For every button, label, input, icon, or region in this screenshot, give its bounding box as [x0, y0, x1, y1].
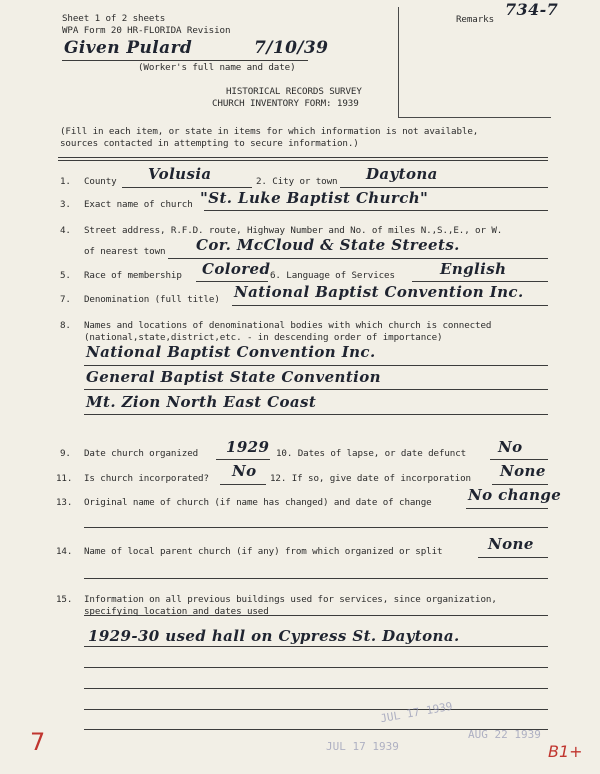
instructions-line1: (Fill in each item, or state in items for which information is not available,: [60, 126, 479, 137]
sheet-count: Sheet 1 of 2 sheets: [62, 13, 166, 24]
race-label: Race of membership: [84, 270, 182, 281]
church-name-label: Exact name of church: [84, 199, 193, 210]
race-line: [196, 281, 268, 282]
incorporation-date-value: None: [500, 462, 546, 480]
parent-church-value: None: [488, 535, 534, 553]
parent-church-line-1: [478, 557, 548, 558]
organized-line: [216, 459, 270, 460]
survey-title: HISTORICAL RECORDS SURVEY: [226, 86, 362, 97]
city-value: Daytona: [366, 165, 438, 183]
f8-num: 8.: [60, 320, 71, 331]
original-name-line-1: [466, 508, 548, 509]
received-stamp-2: AUG 22 1939: [468, 728, 541, 741]
original-name-label: Original name of church (if name has changed) and date of change: [84, 497, 432, 508]
corner-number: 734-7: [505, 0, 559, 19]
worker-date: 7/10/39: [254, 38, 329, 58]
instructions-line2: sources contacted in attempting to secure information.): [60, 138, 359, 149]
church-name-value: "St. Luke Baptist Church": [200, 189, 429, 207]
previous-buildings-line-0: [84, 615, 548, 616]
original-name-value: No change: [468, 486, 562, 504]
incorporation-date-label: 12. If so, give date of incorporation: [270, 473, 471, 484]
denomination-label: Denomination (full title): [84, 294, 220, 305]
f5-num: 5.: [60, 270, 71, 281]
received-stamp-3: JUL 17 1939: [326, 740, 399, 753]
denomination-line: [232, 305, 548, 306]
language-label: 6. Language of Services: [270, 270, 395, 281]
address-value: Cor. McCloud & State Streets.: [196, 236, 460, 254]
margin-number: 7: [30, 728, 46, 756]
language-value: English: [440, 260, 507, 278]
denomination-value: National Baptist Convention Inc.: [234, 283, 524, 301]
bodies-value-3: Mt. Zion North East Coast: [86, 393, 317, 411]
organized-value: 1929: [226, 438, 270, 456]
incorporated-line: [220, 484, 266, 485]
previous-buildings-line-4: [84, 709, 548, 710]
incorporation-date-line: [492, 484, 548, 485]
previous-buildings-line-3: [84, 688, 548, 689]
bodies-value-1: National Baptist Convention Inc.: [86, 343, 376, 361]
worker-line: [62, 60, 308, 61]
f15-num: 15.: [56, 594, 73, 605]
previous-buildings-label-2: specifying location and dates used: [84, 606, 269, 617]
f11-num: 11.: [56, 473, 73, 484]
f1-num: 1.: [60, 176, 71, 187]
previous-buildings-line-1: [84, 646, 548, 647]
worker-caption: (Worker's full name and date): [138, 62, 296, 73]
lapse-value: No: [498, 438, 523, 456]
bodies-line-2: [84, 389, 548, 390]
church-name-line: [204, 210, 548, 211]
f9-num: 9.: [60, 448, 71, 459]
county-value: Volusia: [148, 165, 212, 183]
county-line: [122, 187, 252, 188]
parent-church-label: Name of local parent church (if any) from which organized or split: [84, 546, 443, 557]
received-stamp-1: JUL 17 1939: [379, 699, 454, 726]
lapse-label: 10. Dates of lapse, or date defunct: [276, 448, 467, 459]
language-line: [412, 281, 548, 282]
parent-church-line-2: [84, 578, 548, 579]
bodies-label-2: (national,state,district,etc. - in descending order of importance): [84, 332, 443, 343]
incorporated-value: No: [232, 462, 257, 480]
form-title: CHURCH INVENTORY FORM: 1939: [212, 98, 359, 109]
remarks-label: Remarks: [456, 14, 495, 25]
city-label: 2. City or town: [256, 176, 338, 187]
bottom-right-mark: B1+: [548, 742, 583, 761]
incorporated-label: Is church incorporated?: [84, 473, 209, 484]
address-label: Street address, R.F.D. route, Highway Number and No. of miles N.,S.,E., or W.: [84, 225, 503, 236]
divider: [58, 157, 548, 161]
f13-num: 13.: [56, 497, 73, 508]
f3-num: 3.: [60, 199, 71, 210]
address-line: [168, 258, 548, 259]
bodies-line-1: [84, 365, 548, 366]
organized-label: Date church organized: [84, 448, 199, 459]
worker-signature: Given Pulard: [64, 38, 193, 58]
address-label-2: of nearest town: [84, 246, 166, 257]
race-value: Colored: [202, 260, 271, 278]
previous-buildings-value: 1929-30 used hall on Cypress St. Daytona.: [88, 627, 460, 645]
bodies-line-3: [84, 414, 548, 415]
previous-buildings-line-2: [84, 667, 548, 668]
lapse-line: [490, 459, 548, 460]
previous-buildings-label: Information on all previous buildings used for services, since organization,: [84, 594, 497, 605]
form-number: WPA Form 20 HR-FLORIDA Revision: [62, 25, 231, 36]
county-label: County: [84, 176, 117, 187]
f7-num: 7.: [60, 294, 71, 305]
original-name-line-2: [84, 527, 548, 528]
f14-num: 14.: [56, 546, 73, 557]
f4-num: 4.: [60, 225, 71, 236]
bodies-value-2: General Baptist State Convention: [86, 368, 381, 386]
city-line: [340, 187, 548, 188]
bodies-label: Names and locations of denominational bodies with which church is connected: [84, 320, 492, 331]
